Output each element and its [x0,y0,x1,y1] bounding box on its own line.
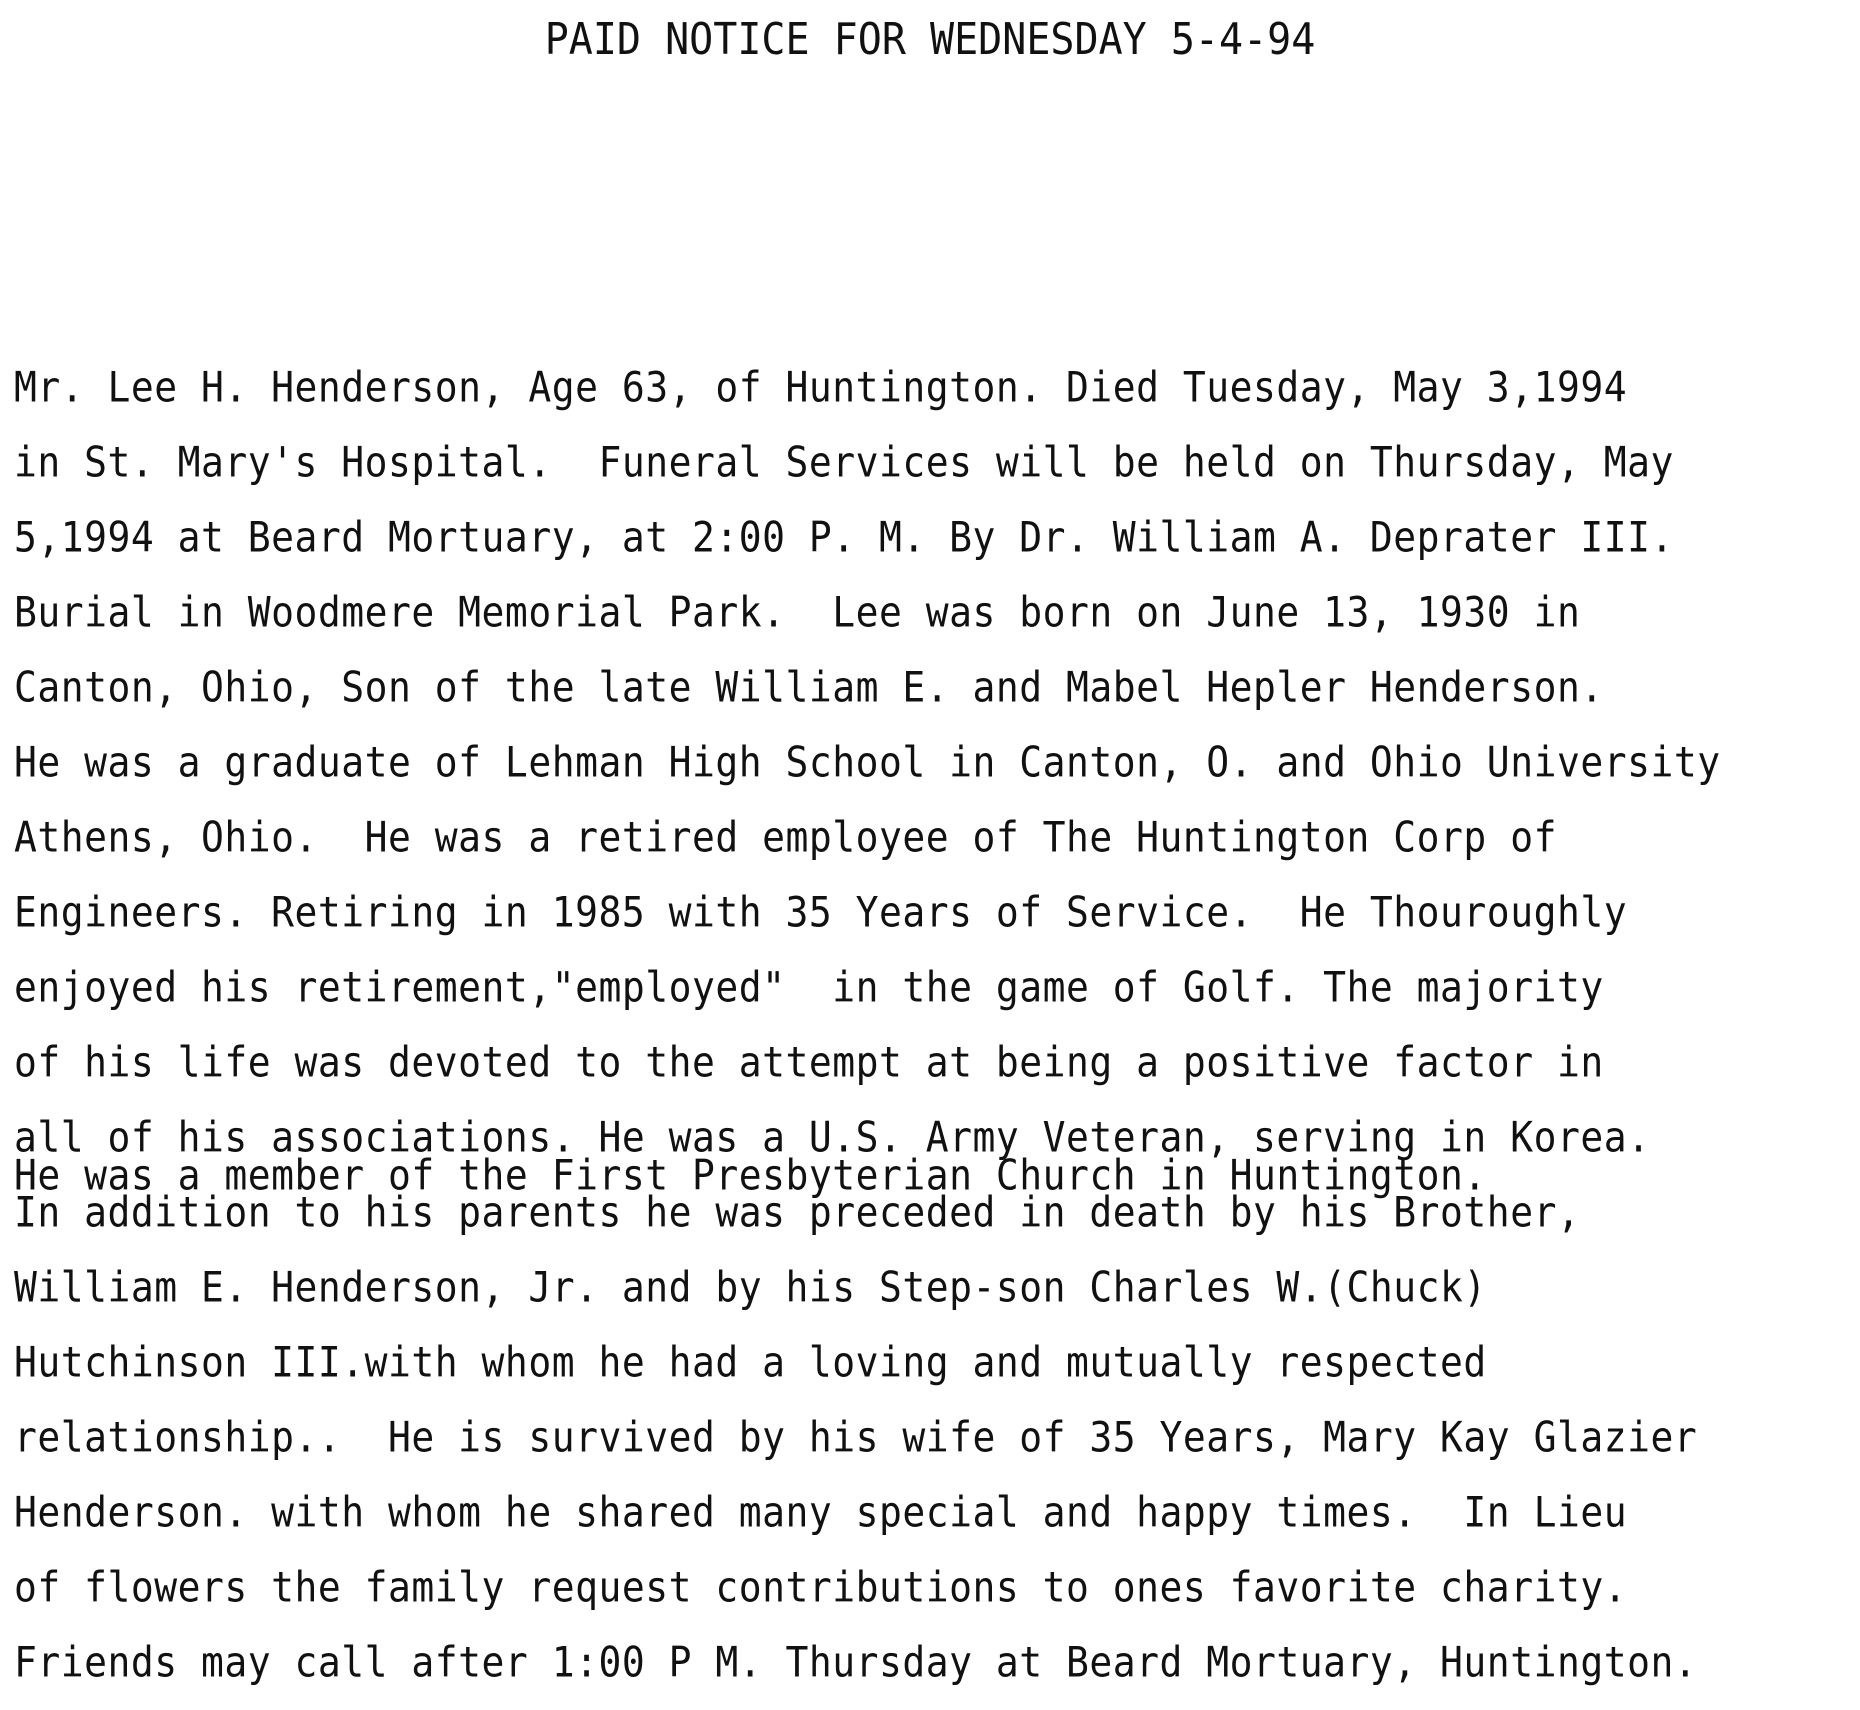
overprinted-line: He was a member of the First Presbyterian Church in Huntington. [14,1150,1487,1200]
text-line: all of his associations. He was a U.S. Army Veteran, serving in Korea. [14,1112,1651,1162]
text-line: Engineers. Retiring in 1985 with 35 Years of Service. He Thouroughly [14,887,1628,937]
text-line: Hutchinson III.with whom he had a loving and mutually respected [14,1337,1487,1387]
text-line: Mr. Lee H. Henderson, Age 63, of Huntington. Died Tuesday, May 3,1994 [14,362,1628,412]
text-line: in St. Mary's Hospital. Funeral Services will be held on Thursday, May [14,437,1674,487]
text-line: Canton, Ohio, Son of the late William E. and Mabel Hepler Henderson. [14,662,1604,712]
text-line: relationship.. He is survived by his wife of 35 Years, Mary Kay Glazier [14,1412,1698,1462]
notice-header: PAID NOTICE FOR WEDNESDAY 5-4-94 [544,15,1316,65]
text-line: 5,1994 at Beard Mortuary, at 2:00 P. M. By Dr. William A. Deprater III. [14,512,1674,562]
text-line: Burial in Woodmere Memorial Park. Lee was born on June 13, 1930 in [14,587,1581,637]
text-line: of his life was devoted to the attempt at being a positive factor in [14,1037,1604,1087]
text-line: He was a graduate of Lehman High School in Canton, O. and Ohio University [14,737,1721,787]
text-line: Friends may call after 1:00 P M. Thursday at Beard Mortuary, Huntington. [14,1637,1698,1687]
text-line: enjoyed his retirement,"employed" in the game of Golf. The majority [14,962,1604,1012]
text-line: William E. Henderson, Jr. and by his Step-son Charles W.(Chuck) [14,1262,1487,1312]
text-line: Athens, Ohio. He was a retired employee of The Huntington Corp of [14,812,1557,862]
obituary-body [14,350,1854,1700]
text-line: In addition to his parents he was preceded in death by his Brother, [14,1187,1581,1237]
text-line: of flowers the family request contributions to ones favorite charity. [14,1562,1628,1612]
text-line: Henderson. with whom he shared many special and happy times. In Lieu [14,1487,1628,1537]
